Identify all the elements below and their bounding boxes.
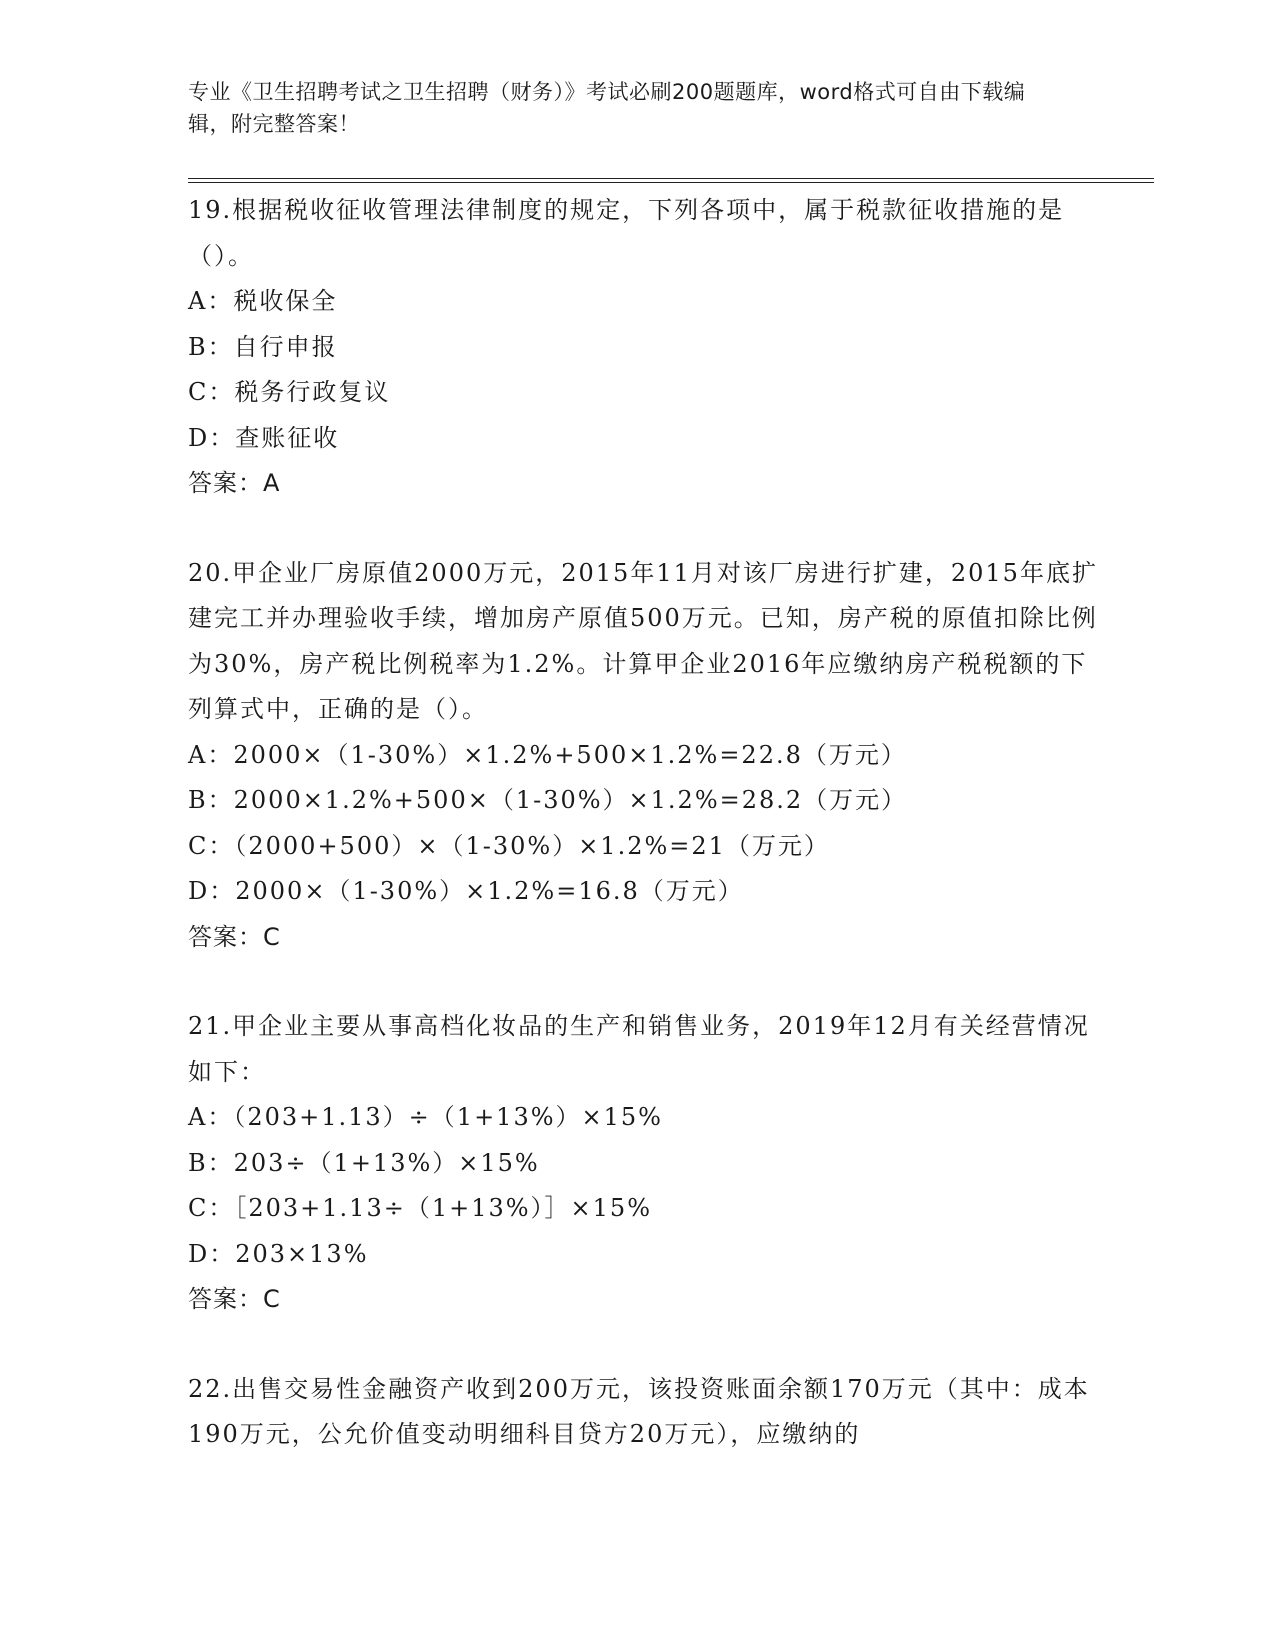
option-d: D：查账征收 <box>188 423 340 452</box>
question-list <box>188 188 1098 1502</box>
option-c: C：［203+1.13÷（1+13%）］×15% <box>188 1194 653 1222</box>
question-21 <box>188 1004 1098 1323</box>
option-a: A：税收保全 <box>188 287 338 315</box>
question-19 <box>188 188 1098 507</box>
option-b: B：自行申报 <box>188 332 338 361</box>
option-c: C：税务行政复议 <box>188 378 391 406</box>
question-22 <box>188 1367 1098 1458</box>
header-divider <box>188 178 1154 183</box>
question-stem: 22.出售交易性金融资产收到200万元，该投资账面余额170万元（其中：成本190万元，公允价值变动明细科目贷方20万元），应缴纳的 <box>188 1374 1090 1448</box>
option-d: D：203×13% <box>188 1239 369 1268</box>
option-a: A：2000×（1-30%）×1.2%+500×1.2%=22.8（万元） <box>188 740 907 769</box>
question-stem: 19.根据税收征收管理法律制度的规定，下列各项中，属于税款征收措施的是（）。 <box>188 196 1065 270</box>
question-stem: 21.甲企业主要从事高档化妆品的生产和销售业务，2019年12月有关经营情况如下： <box>188 1012 1090 1086</box>
option-d: D：2000×（1-30%）×1.2%=16.8（万元） <box>188 877 744 905</box>
option-b: B：203÷（1+13%）×15% <box>188 1148 540 1177</box>
answer-label: 答案：A <box>188 469 281 497</box>
question-stem: 20.甲企业厂房原值2000万元，2015年11月对该厂房进行扩建，2015年底扩建完工并办理验收手续，增加房产原值500万元。已知，房产税的原值扣除比例为30%，房产税比例税率为1.2%。计算甲企业2016年应缴纳房产税税额的下列算式中，正确的是（）。 <box>188 558 1098 723</box>
document-header: 专业《卫生招聘考试之卫生招聘（财务）》考试必刷200题题库，word格式可自由下载编辑，附完整答案！ <box>188 80 1026 136</box>
option-c: C：（2000+500）×（1-30%）×1.2%=21（万元） <box>188 831 830 860</box>
option-b: B：2000×1.2%+500×（1-30%）×1.2%=28.2（万元） <box>188 786 908 814</box>
answer-label: 答案：C <box>188 922 281 951</box>
answer-label: 答案：C <box>188 1285 281 1313</box>
option-a: A：（203+1.13）÷（1+13%）×15% <box>188 1103 663 1131</box>
question-20 <box>188 551 1098 961</box>
